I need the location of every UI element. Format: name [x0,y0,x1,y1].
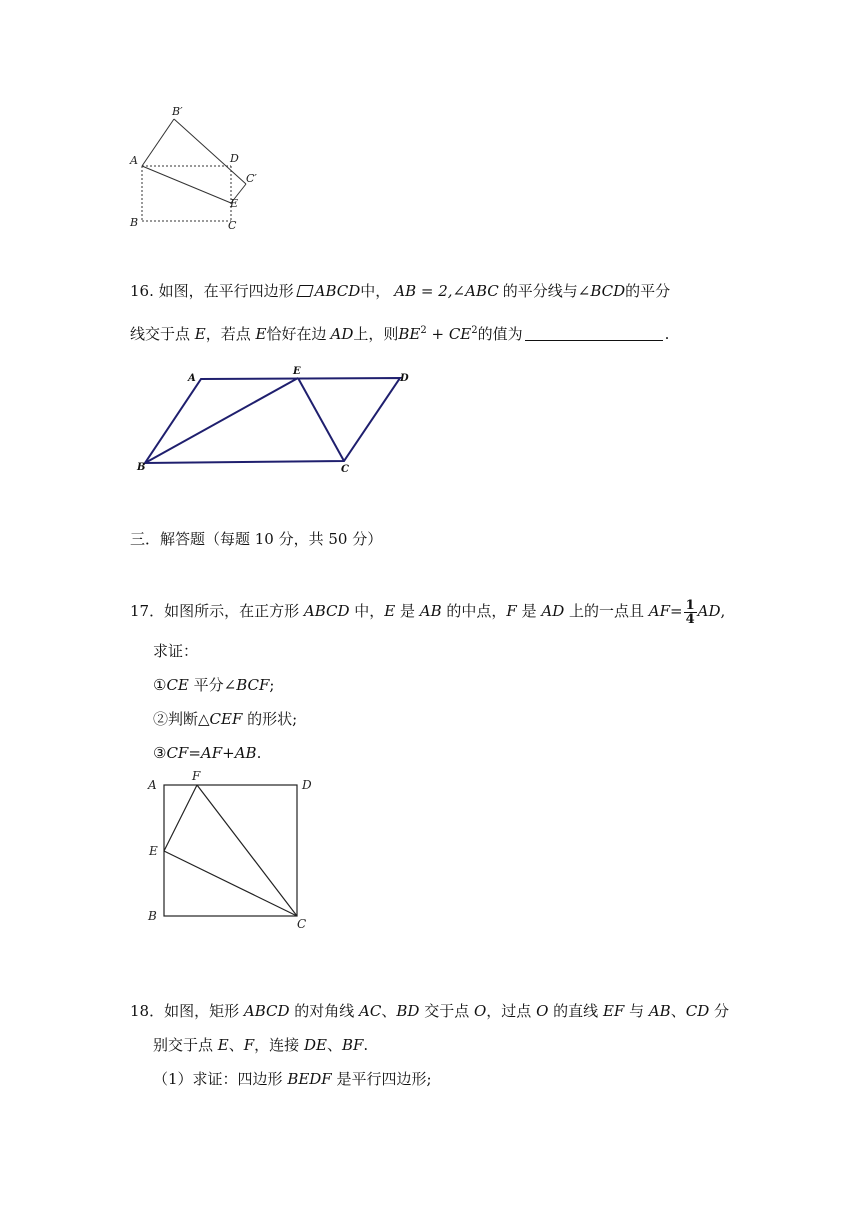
label-a: A [188,373,196,384]
parallelogram-icon [296,285,313,297]
label-b: B [130,216,139,229]
q17-item-1: ①CE 平分∠BCF; [153,676,275,694]
q16-line-2: 线交于点 E，若点 E恰好在边 AD上，则$BE^2 + CE^2$的值为 . [130,325,670,343]
label-c: C [341,464,349,475]
label-b: B [137,462,146,473]
label-e: E [149,844,158,858]
fraction: $\frac{1}{4}$ [685,597,695,627]
label-d: D [302,778,312,792]
label-e: E [293,366,301,377]
label-e: E [230,197,239,210]
q17-line-1: 17．如图所示，在正方形 ABCD 中，E 是 AB 的中点，F 是 AD 上的一点且 AF= $\frac{1}{4}$ AD, [130,597,726,627]
q18-item-1: （1）求证：四边形 BEDF 是平行四边形; [153,1070,432,1088]
label-a: A [130,154,138,167]
q18-line-1: 18．如图，矩形 ABCD 的对角线 AC、BD 交于点 O，过点 O 的直线 EF 与 AB、CD 分 [130,1002,730,1020]
label-b: B [148,909,157,923]
q17-prove: 求证： [153,642,199,660]
figure-17 [140,768,330,933]
label-b-prime: B′ [172,105,183,118]
figure-16 [130,360,420,475]
figure-15 [120,100,270,240]
q16-line-1: 16. 如图，在平行四边形 ABCD中， AB = 2,∠ABC 的平分线与∠BCD的平分 [130,282,671,300]
answer-blank[interactable] [525,324,663,341]
label-a: A [148,778,157,792]
q18-line-2: 别交于点 E、F，连接 DE、BF. [153,1036,369,1054]
label-d: D [230,152,239,165]
label-d: D [400,373,409,384]
label-c-prime: C′ [246,172,257,185]
label-c: C [297,917,307,931]
label-f: F [192,769,201,783]
label-c: C [228,219,237,232]
section-title: 三．解答题（每题 10 分，共 50 分） [130,530,383,548]
q17-item-3: ③CF=AF+AB. [153,744,262,762]
q17-item-2: ②判断△CEF 的形状; [153,710,298,728]
